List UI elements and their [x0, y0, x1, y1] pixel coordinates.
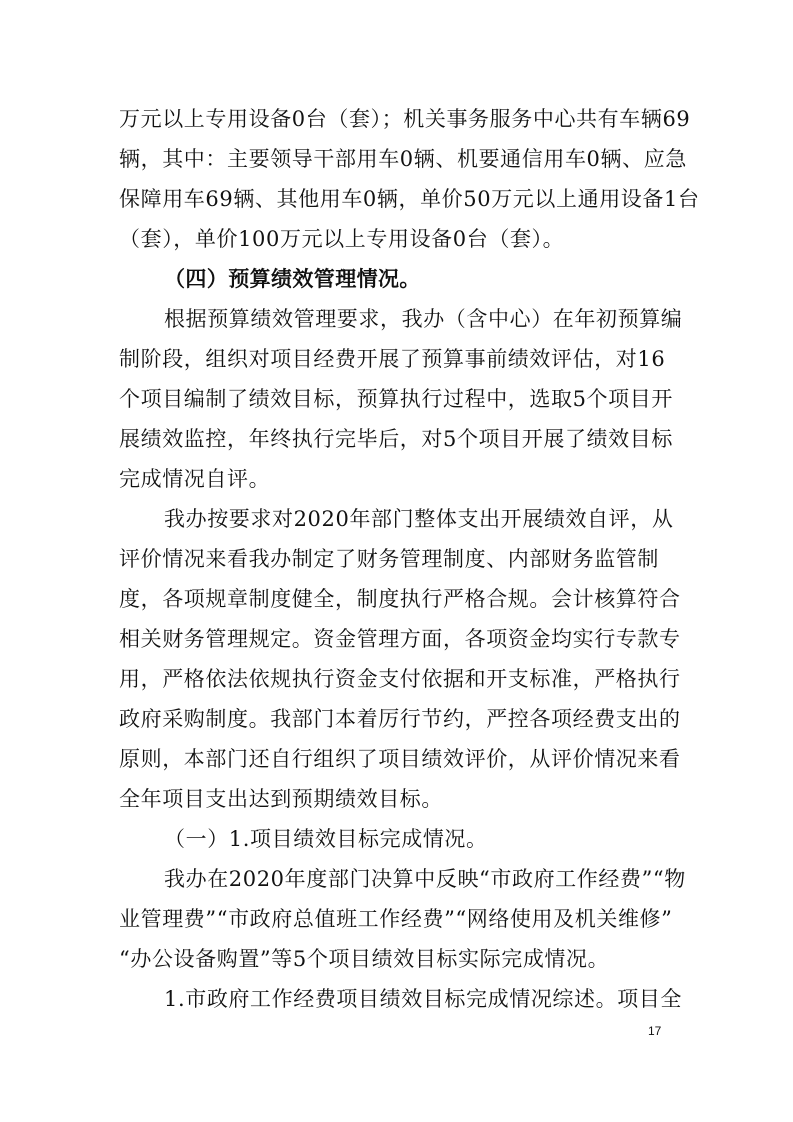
- body-text-line: （套），单价100万元以上专用设备0台（套）。: [119, 227, 565, 251]
- body-text-line: 评价情况来看我办制定了财务管理制度、内部财务监管制: [119, 547, 659, 571]
- body-text-line: 原则，本部门还自行组织了项目绩效评价，从评价情况来看: [119, 747, 681, 771]
- body-text-line: 用，严格依法依规执行资金支付依据和开支标准，严格执行: [119, 667, 681, 691]
- body-text-line: 我办按要求对2020年部门整体支出开展绩效自评，从: [164, 507, 674, 531]
- subsection-heading: （一）1.项目绩效目标完成情况。: [164, 827, 488, 851]
- body-text-line: 我办在2020年度部门决算中反映“市政府工作经费”“物: [164, 867, 686, 891]
- body-text-line: 个项目编制了绩效目标，预算执行过程中，选取5个项目开: [119, 387, 673, 411]
- body-text-line: 完成情况自评。: [119, 467, 271, 491]
- body-text-line: 展绩效监控，年终执行完毕后，对5个项目开展了绩效目标: [119, 427, 673, 451]
- body-text-line: 1.市政府工作经费项目绩效目标完成情况综述。项目全: [164, 987, 683, 1011]
- body-text-line: “办公设备购置”等5个项目绩效目标实际完成情况。: [119, 947, 610, 971]
- page-number: 17: [648, 1024, 662, 1038]
- body-text-line: 全年项目支出达到预期绩效目标。: [119, 787, 443, 811]
- body-text-line: 相关财务管理规定。资金管理方面，各项资金均实行专款专: [119, 627, 681, 651]
- body-text-line: 保障用车69辆、其他用车0辆，单价50万元以上通用设备1台: [119, 187, 700, 211]
- body-text-line: 业管理费”“市政府总值班工作经费”“网络使用及机关维修”: [119, 907, 673, 931]
- section-heading: （四）预算绩效管理情况。: [164, 267, 421, 291]
- body-text-line: 根据预算绩效管理要求，我办（含中心）在年初预算编: [164, 307, 683, 331]
- body-text-line: 政府采购制度。我部门本着厉行节约，严控各项经费支出的: [119, 707, 681, 731]
- body-text-line: 万元以上专用设备0台（套）；机关事务服务中心共有车辆69: [119, 107, 691, 131]
- body-text-line: 制阶段，组织对项目经费开展了预算事前绩效评估，对16: [119, 347, 666, 371]
- body-text-line: 辆，其中：主要领导干部用车0辆、机要通信用车0辆、应急: [119, 147, 687, 171]
- body-text-line: 度，各项规章制度健全，制度执行严格合规。会计核算符合: [119, 587, 681, 611]
